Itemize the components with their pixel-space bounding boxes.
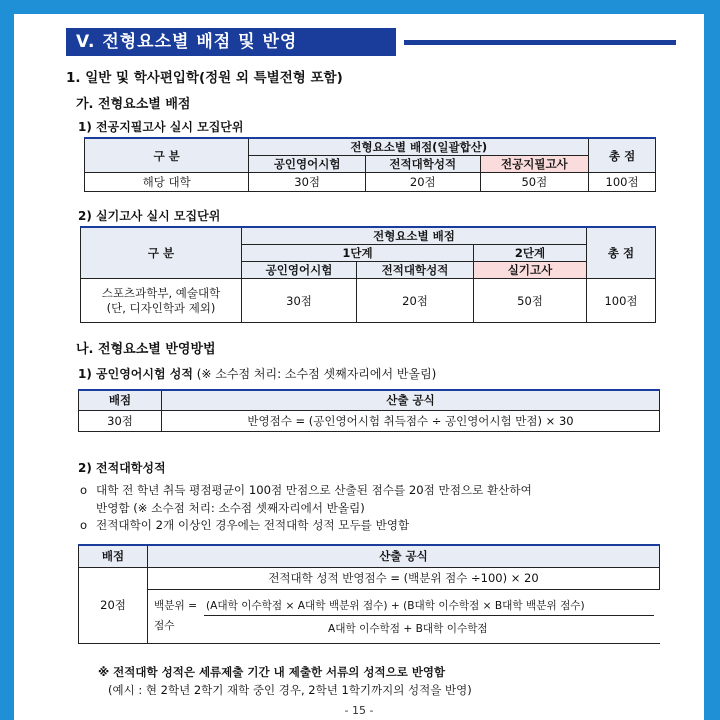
col-score: 배점 (79, 390, 162, 410)
cell-score: 20점 (79, 567, 148, 643)
col-prev-college: 전적대학성적 (365, 156, 480, 173)
heading-na: 나. 전형요소별 반영방법 (76, 342, 216, 357)
page-number: - 15 - (344, 704, 374, 717)
bullet-1-cont: 반영함 (※ 소수점 처리: 소수점 셋째자리에서 반올림) (96, 501, 365, 515)
cell-prev-college: 20점 (365, 173, 480, 192)
col-practical-exam: 실기고사 (474, 262, 587, 279)
bullet-2: o 전적대학이 2개 이상인 경우에는 전적대학 성적 모두를 반영함 (80, 518, 410, 532)
cell-prev-college: 20점 (357, 279, 474, 323)
fraction-lhs-2: 점수 (154, 619, 175, 632)
cell-english: 30점 (249, 173, 366, 192)
cell-practical-exam: 50점 (474, 279, 587, 323)
col-gubun: 구 분 (81, 227, 242, 279)
heading-e2: 2) 전적대학성적 (78, 461, 166, 475)
col-formula: 산출 공식 (162, 390, 660, 410)
col-total: 총 점 (589, 138, 656, 173)
bullet-1: o 대학 전 학년 취득 평점평균이 100점 만점으로 산출된 점수를 20점 만점으로 환산하여 (80, 483, 532, 497)
row-label-line2: (단, 디자인학과 제외) (106, 300, 216, 315)
fraction-denominator: A대학 이수학점 + B대학 이수학점 (328, 622, 488, 635)
col-prev-college: 전적대학성적 (357, 262, 474, 279)
heading-e1 (78, 365, 436, 382)
fraction-numerator: (A대학 이수학점 × A대학 백분위 점수) + (B대학 이수학점 × B대학 백분위 점수) (206, 599, 585, 612)
col-score: 배점 (79, 545, 148, 567)
cell-formula-1: 전적대학 성적 반영점수 = (백분위 점수 ÷100) × 20 (148, 567, 660, 589)
col-group: 전형요소별 배점 (242, 227, 587, 245)
formula-table-english (78, 389, 660, 432)
row-label (81, 279, 242, 323)
section-title: V. 전형요소별 배점 및 반영 (66, 28, 396, 56)
heading-e1-title: 1) 공인영어시험 성적 (78, 367, 193, 381)
document-page (14, 14, 704, 720)
heading-ga: 가. 전형요소별 배점 (76, 97, 191, 112)
section-title-rule (404, 40, 676, 45)
col-gubun: 구 분 (85, 138, 249, 173)
col-group: 전형요소별 배점(일괄합산) (249, 138, 589, 156)
row-label: 해당 대학 (85, 173, 249, 192)
formula-table-prev-college (78, 544, 660, 644)
cell-formula-2 (148, 589, 660, 643)
section-header (66, 28, 676, 56)
score-table-written-exam (84, 137, 656, 192)
score-table-practical-exam (80, 226, 656, 323)
cell-english: 30점 (242, 279, 357, 323)
heading-s1: 1) 전공지필고사 실시 모집단위 (78, 120, 244, 134)
col-written-exam: 전공지필고사 (480, 156, 589, 173)
fraction-lhs-1: 백분위 = (154, 599, 197, 612)
col-english: 공인영어시험 (249, 156, 366, 173)
cell-score: 30점 (79, 410, 162, 431)
col-english: 공인영어시험 (242, 262, 357, 279)
cell-total: 100점 (589, 173, 656, 192)
heading-general-admission: 1. 일반 및 학사편입학(정원 외 특별전형 포함) (66, 70, 343, 86)
col-stage2: 2단계 (474, 245, 587, 262)
row-label-line1: 스포츠과학부, 예술대학 (101, 285, 221, 300)
heading-e1-note: (※ 소수점 처리: 소수점 셋째자리에서 반올림) (192, 367, 437, 381)
footnote-1: ※ 전적대학 성적은 세류제출 기간 내 제출한 서류의 성적으로 반영함 (98, 665, 446, 679)
col-formula: 산출 공식 (148, 545, 660, 567)
cell-written-exam: 50점 (480, 173, 589, 192)
col-stage1: 1단계 (242, 245, 474, 262)
fraction-bar (204, 615, 654, 616)
cell-total: 100점 (587, 279, 656, 323)
cell-formula: 반영점수 = (공인영어시험 취득점수 ÷ 공인영어시험 만점) × 30 (162, 410, 660, 431)
heading-s2: 2) 실기고사 실시 모집단위 (78, 209, 221, 223)
col-total: 총 점 (587, 227, 656, 279)
footnote-2: (예시 : 현 2학년 2학기 재학 중인 경우, 2학년 1학기까지의 성적을 반영) (108, 683, 472, 697)
